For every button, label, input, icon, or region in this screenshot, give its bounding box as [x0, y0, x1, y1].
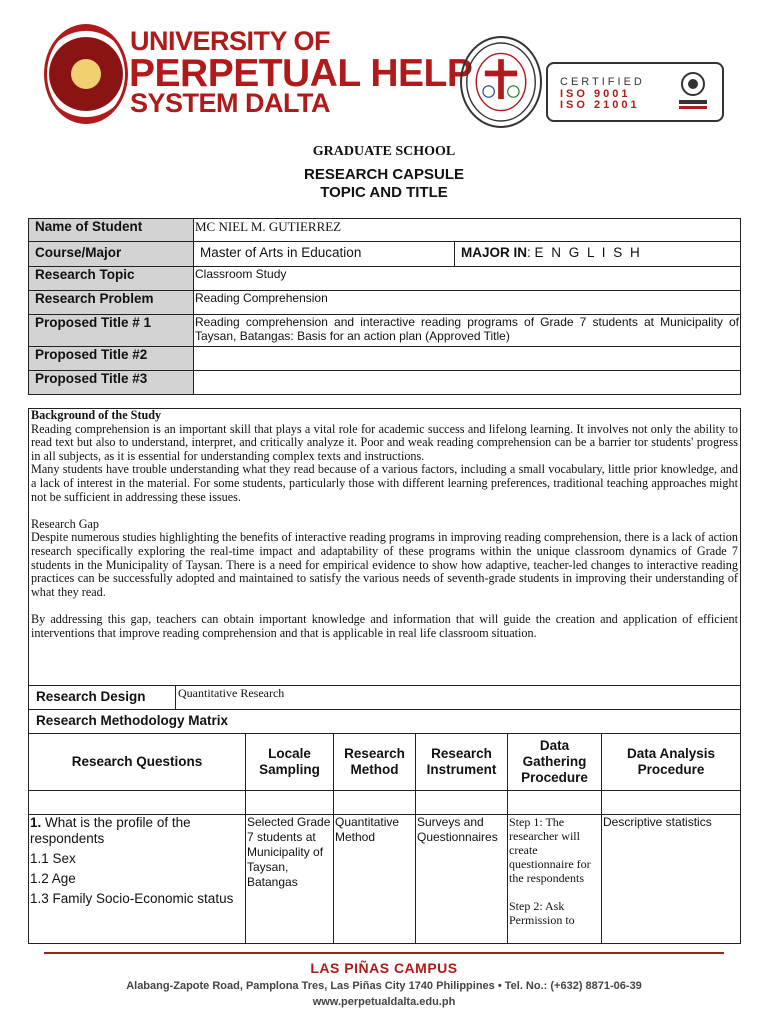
iso-9001-label: ISO 9001 [560, 88, 631, 100]
major-value: E N G L I S H [534, 245, 642, 260]
proposed-title-1-label: Proposed Title # 1 [29, 315, 194, 347]
research-gap-paragraph: Despite numerous studies highlighting the benefits of interactive reading programs in improving reading comprehension, there is a lack of action research specifically exploring the real-time impact and adaptability of these programs within the unique classroom dynamics of Grade 7 students in the Municipality of Taysan. There is a need for empirical evidence to show how adaptive, teacher-led changes to interactive reading practices can be successfully adopted and maintained to satisfy the various needs of seventh-grade students in improving their understanding of what they read. [31, 530, 738, 599]
campus-name: LAS PIÑAS CAMPUS [310, 960, 458, 976]
empty-cell [508, 791, 602, 815]
header-data-analysis: Data Analysis Procedure [602, 734, 741, 791]
background-paragraph-2: Many students have trouble understanding what they read because of a various factors, including a small vocabulary, little prior knowledge, and a lack of interest in the material. For some students, particularly those with different learning preferences, traditional teaching approaches might not be sufficient in addressing these issues. [31, 462, 738, 504]
graduate-school-seal-logo [460, 36, 542, 128]
data-analysis-value: Descriptive statistics [602, 815, 741, 944]
question-1-number: 1. [30, 815, 42, 830]
graduate-school-label: GRADUATE SCHOOL [312, 144, 456, 159]
university-seal-logo [44, 24, 128, 124]
document-title-line2: TOPIC AND TITLE [320, 184, 448, 201]
empty-cell [246, 791, 334, 815]
header-data-gathering: Data Gathering Procedure [508, 734, 602, 791]
problem-label: Research Problem [29, 291, 194, 315]
question-1-body: What is the profile of the respondents [30, 815, 191, 846]
footer-divider [44, 952, 724, 954]
course-label: Course/Major [29, 242, 194, 267]
iso-21001-label: ISO 21001 [560, 99, 640, 111]
major-label: MAJOR IN [461, 245, 528, 260]
research-instrument-value: Surveys and Questionnaires [416, 815, 508, 944]
locale-sampling-value: Selected Grade 7 students at Municipality of Taysan, Batangas [246, 815, 334, 944]
topic-value: Classroom Study [194, 267, 741, 291]
background-paragraph-4: By addressing this gap, teachers can obtain important knowledge and information that will guide the creation and application of efficient interventions that improve reading comprehension and that is applicable in real life classroom situation. [31, 611, 738, 640]
name-value: MC NIEL M. GUTIERREZ [194, 219, 741, 242]
topic-label: Research Topic [29, 267, 194, 291]
research-design-row [28, 686, 741, 710]
proposed-title-2-value [194, 347, 741, 371]
major-cell [455, 242, 741, 267]
research-question-1 [29, 815, 246, 944]
course-value: Master of Arts in Education [194, 242, 455, 267]
proposed-title-2-label: Proposed Title #2 [29, 347, 194, 371]
question-1-text [30, 815, 244, 847]
name-label: Name of Student [29, 219, 194, 242]
website-link[interactable]: www.perpetualdalta.edu.ph [312, 996, 456, 1008]
university-name-line2: PERPETUAL HELP [129, 52, 473, 95]
research-method-value: Quantitative Method [334, 815, 416, 944]
step-2: Step 2: Ask Permission to [509, 899, 575, 927]
student-info-table [28, 218, 741, 395]
empty-cell [29, 791, 246, 815]
header-locale-sampling: Locale Sampling [246, 734, 334, 791]
empty-cell [334, 791, 416, 815]
question-1-sub-age: 1.2 Age [30, 871, 76, 886]
problem-value: Reading Comprehension [194, 291, 741, 315]
document-title-line1: RESEARCH CAPSULE [303, 166, 465, 183]
proposed-title-3-label: Proposed Title #3 [29, 371, 194, 395]
methodology-matrix-table [28, 733, 741, 944]
research-design-label: Research Design [29, 686, 176, 709]
methodology-matrix-title: Research Methodology Matrix [28, 710, 741, 734]
university-name-line1: UNIVERSITY OF [130, 26, 331, 56]
certified-label: CERTIFIED [560, 76, 645, 88]
campus-address: Alabang-Zapote Road, Pamplona Tres, Las Piñas City 1740 Philippines • Tel. No.: (+632) 8871-06-39 [126, 980, 642, 992]
bureau-veritas-logo [676, 70, 710, 112]
research-design-value: Quantitative Research [178, 686, 285, 700]
step-1: Step 1: The researcher will create questionnaire for the respondents [509, 815, 591, 885]
major-colon: : [527, 245, 535, 260]
proposed-title-3-value [194, 371, 741, 395]
question-1-sub-sex: 1.1 Sex [30, 851, 76, 866]
background-heading: Background of the Study [31, 408, 162, 422]
university-name-line3: SYSTEM DALTA [130, 88, 330, 118]
proposed-title-1-value: Reading comprehension and interactive reading programs of Grade 7 students at Municipality of Taysan, Batangas: Basis for an action plan (Approved Title) [194, 315, 741, 347]
background-paragraph-1: Reading comprehension is an important skill that plays a vital role for academic success and lifelong learning. It involves not only the ability to read text but also to understand, interpret, and critically analyze it. Poor and weak reading comprehension can be a barrier tor students' progress in all subjects, as it is essential for understanding complex texts and instructions. [31, 421, 738, 463]
header-research-questions: Research Questions [29, 734, 246, 791]
header-research-method: Research Method [334, 734, 416, 791]
background-section [28, 408, 741, 686]
question-1-sub-ses: 1.3 Family Socio-Economic status [30, 891, 234, 906]
data-gathering-value [508, 815, 602, 944]
research-gap-heading: Research Gap [31, 516, 100, 531]
header-research-instrument: Research Instrument [416, 734, 508, 791]
empty-cell [602, 791, 741, 815]
empty-cell [416, 791, 508, 815]
